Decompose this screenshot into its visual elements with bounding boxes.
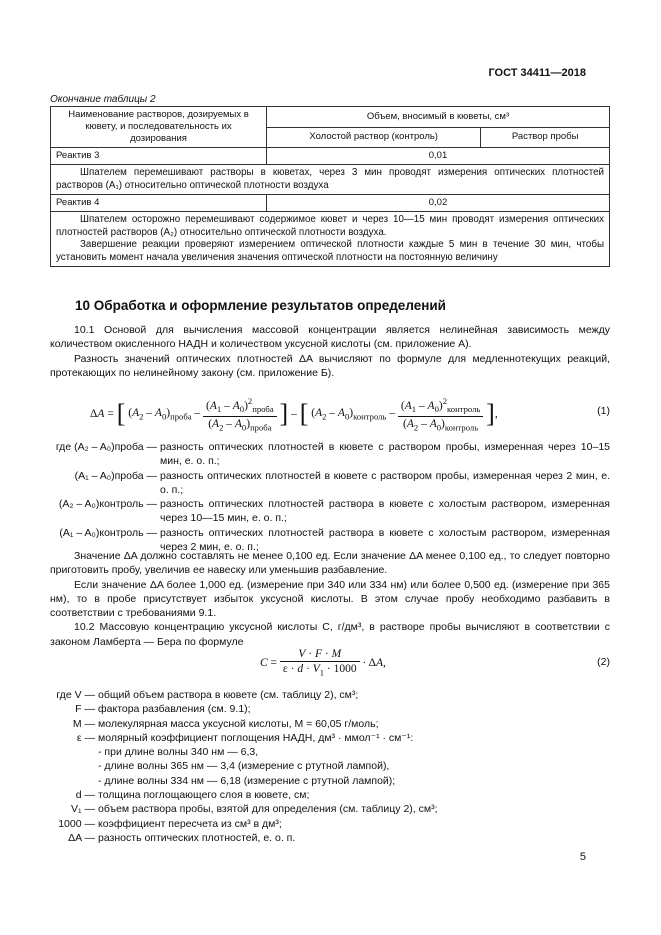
definition-item: - длине волны 334 нм — 6,18 (измерение с ртутной лампой);	[98, 774, 396, 787]
paragraph: Значение ΔA должно составлять не менее 0,100 ед. Если значение ΔA менее 0,100 ед., то следует повторно приготовить пробу, увеличив ее навеску или уменьшив разбавление.	[50, 550, 610, 577]
paragraph: Если значение ΔA более 1,000 ед. (измерение при 340 или 334 нм) или более 0,500 ед. (измерение при 365 нм), то в пробе присутствует избыток уксусной кислоты. В этом случае пробу необходимо разбавить в соответствии с требованиями 9.1.	[50, 578, 610, 620]
definition-item: F — фактора разбавления (см. 9.1);	[75, 703, 251, 716]
table-note-row	[51, 165, 610, 195]
table-caption: Окончание таблицы 2	[50, 94, 156, 105]
formula-2: C = $\frac{V \cdot F \cdot M}{\varepsilon \cdot d \cdot V_1 \cdot 1000}$ · ΔA, (2)	[260, 648, 610, 678]
definition-item: (A₂ – A₀)контроль — разность оптических плотностей раствора в кювете с холостым раствором, измеренная через 10—15 мин, е. о. п.;	[58, 498, 610, 525]
row-value: 0,01	[267, 148, 610, 165]
row-name: Реактив 4	[51, 195, 267, 212]
definition-item: где V — общий объем раствора в кювете (см. таблицу 2), см³;	[56, 689, 359, 701]
col-header-volume: Объем, вносимый в кюветы, см³	[267, 107, 610, 128]
section-title: 10 Обработка и оформление результатов определений	[75, 298, 446, 313]
page-number: 5	[579, 851, 586, 863]
col-header-blank: Холостой раствор (контроль)	[267, 127, 481, 148]
col-header-solutions: Наименование растворов, дозируемых в кювету, и последовательность их дозирования	[51, 107, 267, 148]
standard-header: ГОСТ 34411—2018	[488, 67, 586, 79]
table-note: Завершение реакции проверяют измерением оптической плотности каждые 5 мин в течение 30 мин, чтобы установить момент начала увеличения значения оптической плотности на постоянную величину	[56, 239, 604, 263]
table-note: Шпателем осторожно перемешивают содержимое кювет и через 10—15 мин проводят измерения оптических плотностей растворов (A₂) относительно оптической плотности воздуха.	[56, 214, 604, 238]
definition-item: (A₁ – A₀)проба — разность оптических плотностей в кювете с раствором пробы, измеренная через 2 мин, е. о. п.;	[74, 469, 610, 496]
row-name: Реактив 3	[51, 148, 267, 165]
definition-item: - длине волны 365 нм — 3,4 (измерение с ртутной лампой),	[98, 760, 390, 773]
definition-item: ε — молярный коэффициент поглощения НАДН, дм³ · ммол⁻¹ · см⁻¹:	[76, 731, 414, 744]
formula-1-definitions	[50, 440, 610, 554]
definition-item: V₁ — объем раствора пробы, взятой для определения (см. таблицу 2), см³;	[71, 803, 438, 816]
table-row	[51, 148, 610, 165]
col-header-sample: Раствор пробы	[481, 127, 610, 148]
text-block-2	[50, 549, 610, 649]
table-row	[51, 195, 610, 212]
definition-item: где (A₂ – A₀)проба — разность оптических плотностей в кювете с раствором пробы, измеренная через 10–15 мин, е. о. п.;	[55, 441, 610, 468]
paragraph: 10.2 Массовую концентрацию уксусной кислоты C, г/дм³, в растворе пробы вычисляют в соответствии с законом Ламберта — Бера по формуле	[50, 621, 610, 648]
paragraph: 10.1 Основой для вычисления массовой концентрации является нелинейная зависимость между количеством окисленного НАДН и количеством уксусной кислоты (см. приложение А).	[50, 324, 610, 351]
formula-1: ΔA = [ $(A_2 - A_0)_{проба}$ – $\frac{(A_1 - A_0)^2_{проба}}{(A_2 - A_0)_{проба}}$ ] – [ $(A_2 - A_0)_{контроль}$ – $\frac{(A_1 - A_0)^2_{контроль}}{(A_2 - A_0)_{контроль}}$ ], (1)	[90, 396, 610, 433]
definition-item: (A₁ – A₀)контроль — разность оптических плотностей раствора в кювете с холостым раствором, измеренная через 2 мин, е. о. п.;	[59, 526, 610, 554]
definition-item: d — толщина поглощающего слоя в кювете, см;	[75, 789, 310, 802]
text-block-1	[50, 323, 610, 380]
formula-number: (1)	[597, 405, 610, 417]
definition-item: M — молекулярная масса уксусной кислоты, M = 60,05 г/моль;	[72, 717, 379, 730]
table-note-row	[51, 212, 610, 267]
definition-item: - при длине волны 340 нм — 6,3,	[98, 746, 259, 759]
reagents-table	[50, 106, 610, 267]
formula-number: (2)	[597, 656, 610, 668]
paragraph: Разность значений оптических плотностей ΔA вычисляют по формуле для медленнотекущих реакций, протекающих по нелинейному закону (см. приложение Б).	[50, 352, 610, 379]
formula-2-definitions	[50, 688, 610, 845]
row-value: 0,02	[267, 195, 610, 212]
definition-item: ΔA — разность оптических плотностей, е. о. п.	[68, 831, 296, 844]
definition-item: 1000 — коэффициент пересчета из см³ в дм³;	[58, 817, 282, 830]
table-note: Шпателем перемешивают растворы в кюветах, через 3 мин проводят измерения оптических плотностей растворов (A₁) относительно оптической плотности воздуха	[51, 165, 610, 195]
